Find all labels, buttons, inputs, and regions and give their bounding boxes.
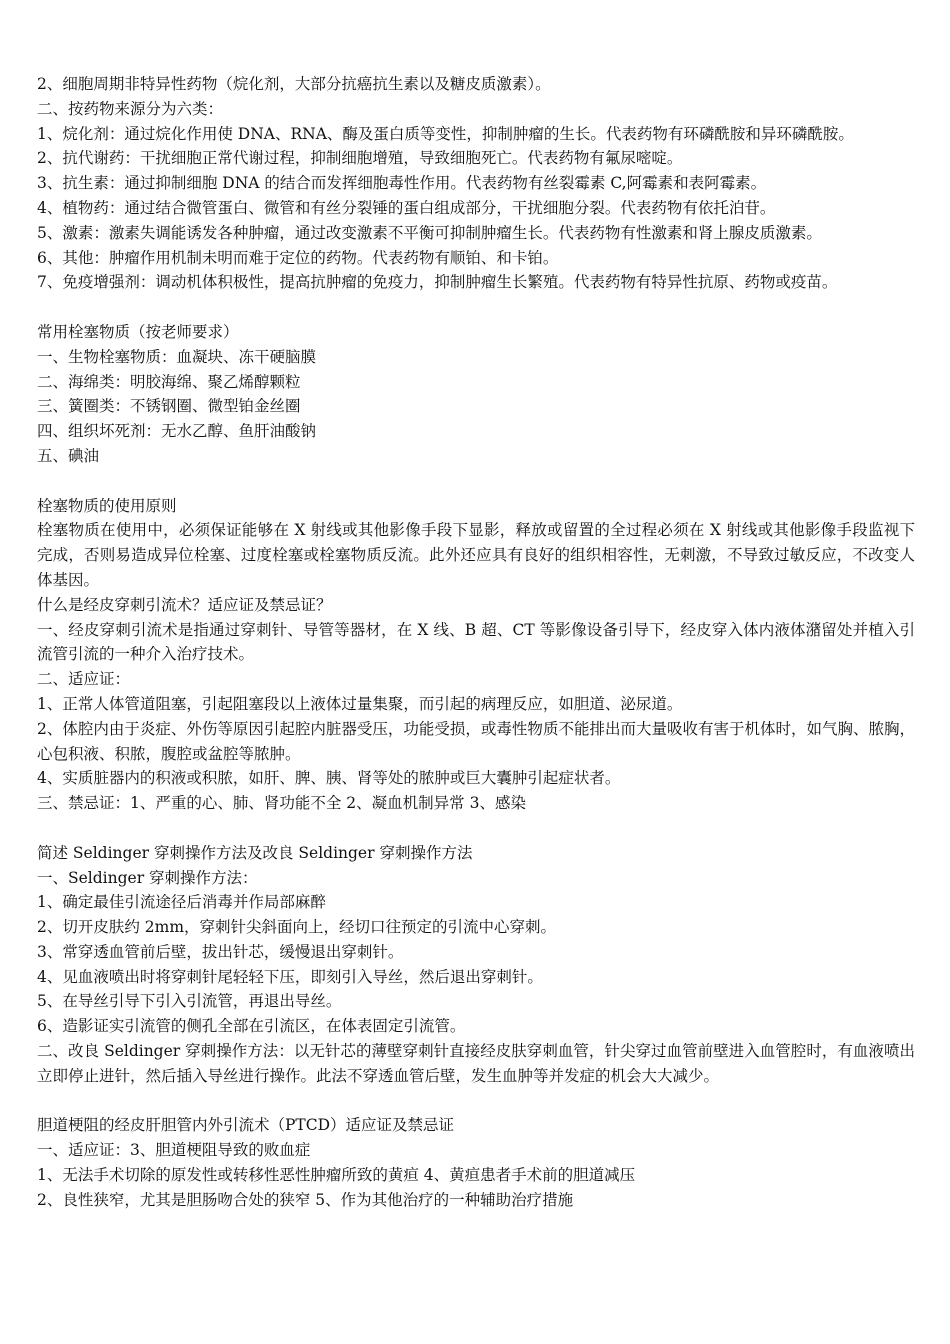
- section-heading: 简述 Seldinger 穿刺操作方法及改良 Seldinger 穿刺操作方法: [37, 843, 473, 862]
- text-line: 6、其他：肿瘤作用机制未明而难于定位的药物。代表药物有顺铂、和卡铂。: [37, 248, 559, 267]
- paragraph: 2、体腔内由于炎症、外伤等原因引起腔内脏器受压，功能受损，或毒性物质不能排出而大量吸收有害于机体时，如气胸、脓胸，心包积液、积脓，腹腔或盆腔等脓肿。: [37, 719, 915, 763]
- ptcd-section: [37, 1113, 915, 1212]
- text-line: 2、细胞周期非特异性药物（烷化剂，大部分抗癌抗生素以及糖皮质激素）。: [37, 75, 551, 93]
- text-line: 6、造影证实引流管的侧孔全部在引流区，在体表固定引流管。: [37, 1017, 466, 1036]
- embolic-materials-section: [37, 320, 915, 469]
- text-line: 1、确定最佳引流途径后消毒并作局部麻醉: [37, 893, 326, 912]
- text-line: 3、抗生素：通过抑制细胞 DNA 的结合而发挥细胞毒性作用。代表药物有丝裂霉素 C,阿霉素和表阿霉素。: [37, 174, 767, 193]
- blank-line: [37, 469, 915, 494]
- text-line: 五、碘油: [37, 446, 100, 465]
- text-line: 4、实质脏器内的积液或积脓，如肝、脾、胰、肾等处的脓肿或巨大囊肿引起症状者。: [37, 769, 621, 788]
- text-line: 一、适应证：3、胆道梗阻导致的败血症: [37, 1141, 311, 1160]
- text-line: 一、Seldinger 穿刺操作方法：: [37, 868, 258, 887]
- document-page: [37, 72, 915, 1213]
- blank-line: [37, 816, 915, 841]
- text-line: 二、按药物来源分为六类：: [37, 99, 224, 118]
- section-heading: 栓塞物质的使用原则: [37, 496, 177, 515]
- text-line: 二、适应证：: [37, 670, 131, 689]
- text-line: 1、烷化剂：通过烷化作用使 DNA、RNA、酶及蛋白质等变性，抑制肿瘤的生长。代表药物有环磷酰胺和异环磷酰胺。: [37, 124, 854, 143]
- text-line: 四、组织坏死剂：无水乙醇、鱼肝油酸钠: [37, 422, 317, 441]
- text-line: 4、见血液喷出时将穿刺针尾轻轻下压，即刻引入导丝，然后退出穿刺针。: [37, 967, 543, 986]
- blank-line: [37, 295, 915, 320]
- text-line: 3、常穿透血管前后壁，拔出针芯，缓慢退出穿刺针。: [37, 942, 404, 961]
- blank-line: [37, 1089, 915, 1114]
- paragraph: 二、改良 Seldinger 穿刺操作方法：以无针芯的薄壁穿刺针直接经皮肤穿刺血管，针尖穿过血管前壁进入血管腔时，有血液喷出立即停止进针，然后插入导丝进行操作。此法不穿透血管后壁，发生血肿等并发症的机会大大减少。: [37, 1042, 915, 1085]
- paragraph: 栓塞物质在使用中，必须保证能够在 X 射线或其他影像手段下显影，释放或留置的全过程必须在 X 射线或其他影像手段监视下完成，否则易造成异位栓塞、过度栓塞或栓塞物质反流。此外还应具有良好的组织相容性，无刺激，不导致过敏反应，不改变人体基因。: [37, 521, 915, 589]
- text-line: 1、正常人体管道阻塞，引起阻塞段以上液体过量集聚，而引起的病理反应，如胆道、泌尿道。: [37, 694, 683, 713]
- text-line: 二、海绵类：明胶海绵、聚乙烯醇颗粒: [37, 372, 301, 391]
- text-line: 2、抗代谢药：干扰细胞正常代谢过程，抑制细胞增殖，导致细胞死亡。代表药物有氟尿嘧啶。: [37, 149, 683, 168]
- section-heading: 常用栓塞物质（按老师要求）: [37, 322, 239, 341]
- text-line: 1、无法手术切除的原发性或转移性恶性肿瘤所致的黄疸 4、黄疸患者手术前的胆道减压: [37, 1166, 636, 1185]
- embolic-principles-section: [37, 494, 915, 816]
- question-heading: 什么是经皮穿刺引流术？适应证及禁忌证？: [37, 595, 332, 614]
- text-line: 2、良性狭窄，尤其是胆肠吻合处的狭窄 5、作为其他治疗的一种辅助治疗措施: [37, 1190, 574, 1209]
- text-line: 5、激素：激素失调能诱发各种肿瘤，通过改变激素不平衡可抑制肿瘤生长。代表药物有性激素和肾上腺皮质激素。: [37, 223, 822, 242]
- seldinger-section: [37, 841, 915, 1089]
- text-line: 三、禁忌证：1、严重的心、肺、肾功能不全 2、凝血机制异常 3、感染: [37, 794, 526, 813]
- text-line: 4、植物药：通过结合微管蛋白、微管和有丝分裂锤的蛋白组成部分，干扰细胞分裂。代表药物有依托泊苷。: [37, 198, 776, 217]
- section-heading: 胆道梗阻的经皮肝胆管内外引流术（PTCD）适应证及禁忌证: [37, 1116, 455, 1135]
- paragraph: 一、经皮穿刺引流术是指通过穿刺针、导管等器材，在 X 线、B 超、CT 等影像设备引导下，经皮穿入体内液体潴留处并植入引流管引流的一种介入治疗技术。: [37, 620, 915, 664]
- text-line: 5、在导丝引导下引入引流管，再退出导丝。: [37, 992, 342, 1011]
- text-line: 一、生物栓塞物质：血凝块、冻干硬脑膜: [37, 347, 317, 366]
- text-line: 三、簧圈类：不锈钢圈、微型铂金丝圈: [37, 397, 301, 416]
- text-line: 2、切开皮肤约 2mm，穿刺针尖斜面向上，经切口往预定的引流中心穿刺。: [37, 918, 557, 937]
- drug-classification-section: [37, 72, 915, 295]
- text-line: 7、免疫增强剂：调动机体积极性，提高抗肿瘤的免疫力，抑制肿瘤生长繁殖。代表药物有特异性抗原、药物或疫苗。: [37, 273, 838, 292]
